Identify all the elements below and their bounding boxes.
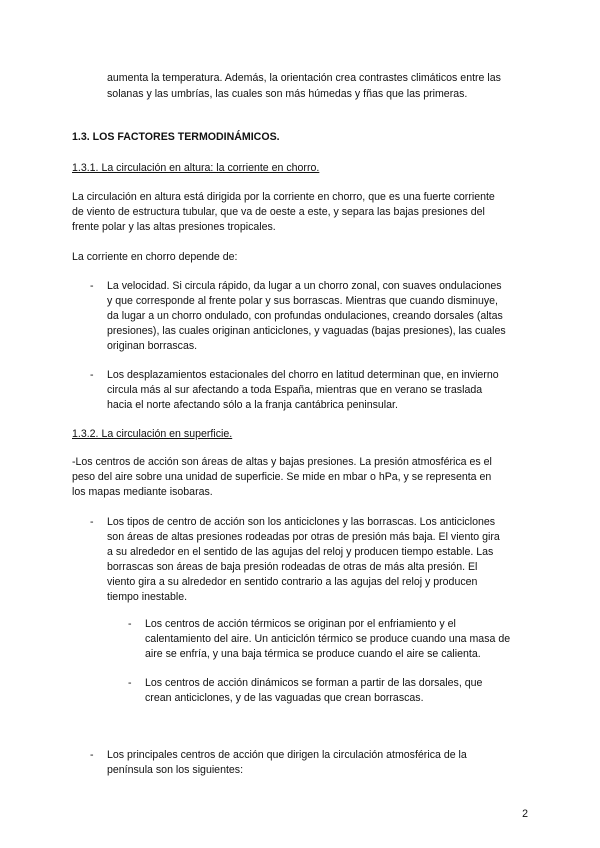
section-heading: 1.3. LOS FACTORES TERMODINÁMICOS. [72, 131, 280, 143]
text-line: peso del aire sobre una unidad de superficie. Se mide en mbar o hPa, y se representa en [72, 471, 492, 483]
text-line: borrascas son áreas de baja presión rodeadas de otras de más alta presión. El [107, 561, 478, 573]
text-line: Los centros de acción térmicos se originan por el enfriamiento y el [145, 618, 456, 630]
text-line: viento gira a su alrededor en sentido contrario a las agujas del reloj y producen [107, 576, 478, 588]
text-line: Los principales centros de acción que dirigen la circulación atmosférica de la [107, 749, 467, 761]
text-line: aumenta la temperatura. Además, la orientación crea contrastes climáticos entre las [107, 72, 501, 84]
text-line: de viento de estructura tubular, que va de oeste a este, y separa las bajas presiones del [72, 206, 485, 218]
text-line: -Los centros de acción son áreas de altas y bajas presiones. La presión atmosférica es el [72, 456, 492, 468]
text-line: son áreas de altas presiones rodeadas por otras de presión más baja. El viento gira [107, 531, 500, 543]
text-line: aire se enfría, y una baja térmica se produce cuando el aire se calienta. [145, 648, 481, 660]
text-line: a su alrededor en el sentido de las agujas del reloj y producen tiempo estable. Las [107, 546, 494, 558]
text-line: La velocidad. Si circula rápido, da lugar a un chorro zonal, con suaves ondulaciones [107, 280, 502, 292]
text-line: da lugar a un chorro ondulado, con profundas ondulaciones, creando dorsales (altas [107, 310, 503, 322]
text-line: solanas y las umbrías, las cuales son más húmedas y fñas que las primeras. [107, 88, 468, 100]
text-line: La circulación en altura está dirigida por la corriente en chorro, que es una fuerte corriente [72, 191, 495, 203]
dash-bullet: - [90, 749, 94, 761]
text-line: península son los siguientes: [107, 764, 244, 776]
subsection-heading: 1.3.1. La circulación en altura: la corriente en chorro. [72, 162, 320, 174]
dash-bullet: - [90, 516, 94, 528]
text-line: Los desplazamientos estacionales del chorro en latitud determinan que, en invierno [107, 369, 499, 381]
dash-bullet: - [90, 280, 94, 292]
text-line: frente polar y las altas presiones tropicales. [72, 221, 276, 233]
text-line: crean anticiclones, y de las vaguadas que crean borrascas. [145, 692, 424, 704]
text-line: tiempo inestable. [107, 591, 188, 603]
text-line: Los centros de acción dinámicos se forman a partir de las dorsales, que [145, 677, 483, 689]
text-line: y que corresponde al frente polar y sus borrascas. Mientras que cuando disminuye, [107, 295, 499, 307]
page-number: 2 [522, 807, 528, 820]
text-line: originan borrascas. [107, 340, 198, 352]
dash-bullet: - [128, 677, 132, 689]
subsection-heading: 1.3.2. La circulación en superficie. [72, 428, 233, 440]
text-line: los mapas mediante isobaras. [72, 486, 213, 498]
text-line: La corriente en chorro depende de: [72, 251, 238, 263]
text-line: hacia el norte afectando sólo a la franja cantábrica peninsular. [107, 399, 398, 411]
text-line: calentamiento del aire. Un anticiclón térmico se produce cuando una masa de [145, 633, 511, 645]
text-line: Los tipos de centro de acción son los anticiclones y las borrascas. Los anticiclones [107, 516, 496, 528]
text-line: circula más al sur afectando a toda España, mientras que en verano se traslada [107, 384, 483, 396]
dash-bullet: - [90, 369, 94, 381]
dash-bullet: - [128, 618, 132, 630]
text-line: presiones), las cuales originan anticiclones, y vaguadas (bajas presiones), las cuales [107, 325, 506, 337]
